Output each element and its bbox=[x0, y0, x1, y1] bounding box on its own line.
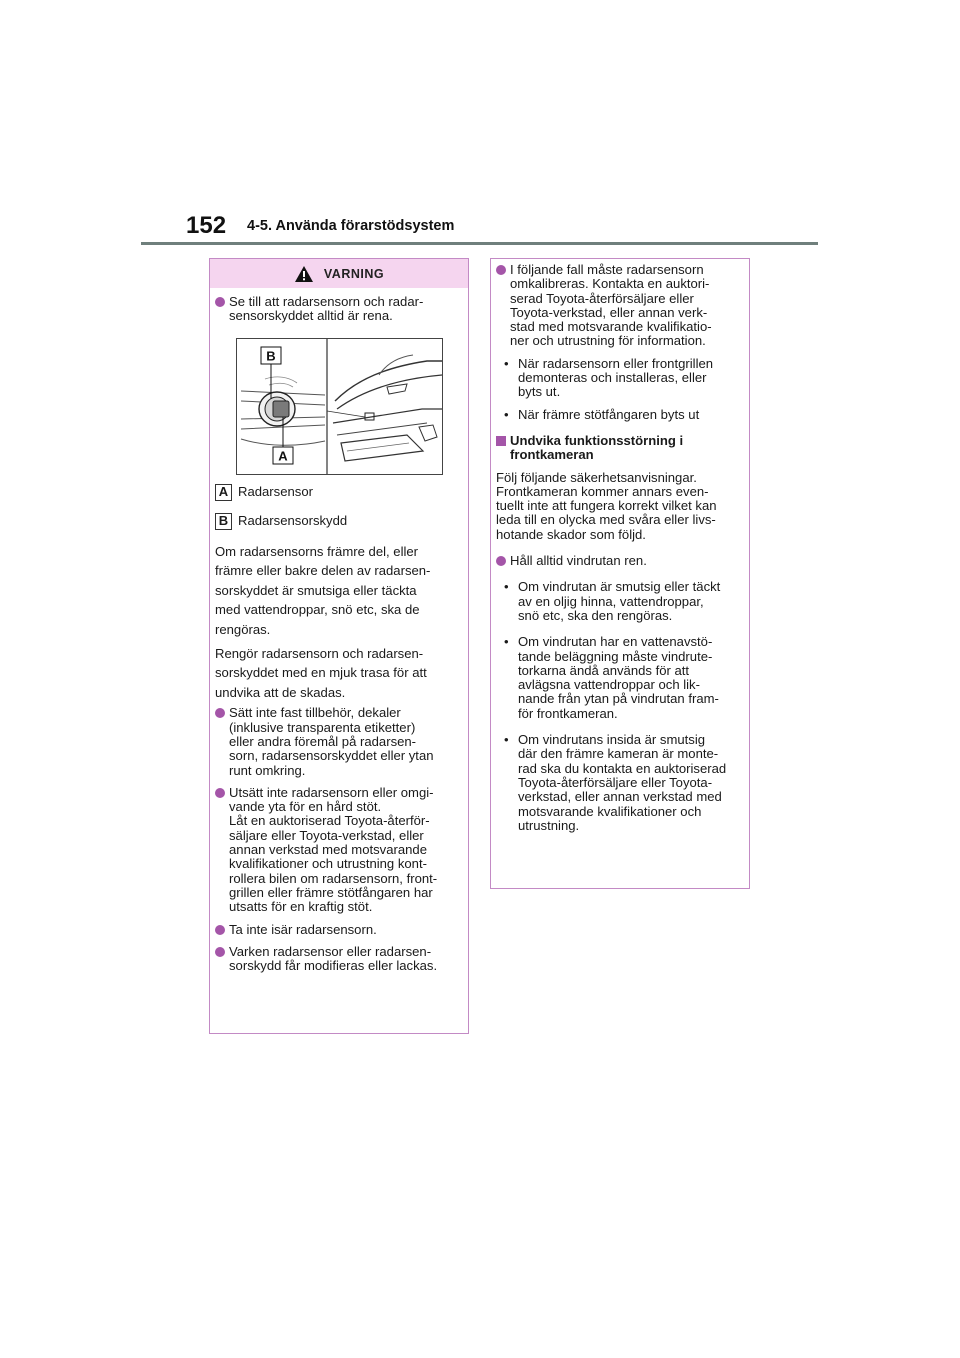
warning-bullet-2: Sätt inte fast tillbehör, dekaler (inklusive transparenta etiketter) eller andra föremål på radarsen- sorn, radarsensorskyddet eller ytan runt omkring. bbox=[215, 706, 463, 777]
bullet-dot bbox=[215, 788, 225, 798]
right-bullet-1: I följande fall måste radarsensorn omkalibreras. Kontakta en auktori- serad Toyota-återförsäljare eller Toyota-verkstad, eller annan verk- stad med motsvarande kvalifikatio- ner och utrustning för information. bbox=[496, 263, 744, 349]
heading-square-icon bbox=[496, 436, 506, 446]
bullet-dot bbox=[496, 265, 506, 275]
page-header bbox=[0, 0, 960, 250]
section-title: 4-5. Använda förarstödsystem bbox=[247, 218, 455, 234]
bullet-dot bbox=[215, 708, 225, 718]
right-dash-5: • Om vindrutans insida är smutsig där den främre kameran är monte- rad ska du kontakta en auktoriserad Toyota-återförsäljare eller Toyota- verkstad, eller annan verkstad med motsvarande kvalifikationer och utrustning. bbox=[504, 732, 727, 833]
warning-paragraph-2: Rengör radarsensorn och radarsen- sorskyddet med en mjuk trasa för att undvika att de skadas. bbox=[215, 645, 427, 700]
warning-triangle-icon bbox=[294, 265, 314, 283]
right-dash-2: • När främre stötfångaren byts ut bbox=[504, 406, 700, 422]
figure-label-b: B bbox=[266, 348, 276, 364]
header-rule bbox=[141, 242, 818, 245]
legend-item-b bbox=[215, 513, 463, 530]
warning-title: VARNING bbox=[323, 266, 385, 281]
legend-text-b: Radarsensorskydd bbox=[238, 512, 348, 528]
right-dash-3: • Om vindrutan är smutsig eller täckt av en oljig hinna, vattendroppar, snö etc, ska den rengöras. bbox=[504, 579, 721, 623]
bullet-dot bbox=[496, 556, 506, 566]
warning-bullet-4: Ta inte isär radarsensorn. bbox=[215, 923, 463, 937]
warning-bullet-1: Se till att radarsensorn och radar- sensorskyddet alltid är rena. bbox=[215, 295, 463, 324]
right-dash-1: • När radarsensorn eller frontgrillen demonteras och installeras, eller byts ut. bbox=[504, 355, 714, 400]
warning-paragraph-1: Om radarsensorns främre del, eller främre eller bakre delen av radarsen- sorskyddet är smutsiga eller täckta med vattendroppar, snö etc, ska de rengöras. bbox=[215, 543, 431, 637]
warning-content bbox=[210, 288, 468, 973]
continued-warning-box bbox=[490, 258, 750, 889]
right-bullet-2: Håll alltid vindrutan ren. bbox=[496, 554, 744, 568]
warning-box bbox=[209, 258, 469, 1034]
right-content bbox=[491, 259, 749, 833]
section-heading: Undvika funktionsstörning i frontkameran bbox=[496, 434, 744, 463]
warning-bullet-3: Utsätt inte radarsensorn eller omgi- vande yta för en hård stöt. Låt en auktoriserad Toyota-återför- säljare eller Toyota-verkstad, eller annan verkstad med motsvarande kvalifikationer och utrustning kont- rollera bilen om radarsensorn, front- grillen eller främre stötfångaren har utsatts för en kraftig stöt. bbox=[215, 786, 463, 915]
legend-text-a: Radarsensor bbox=[238, 483, 313, 499]
right-dash-4: • Om vindrutan har en vattenavstö- tande beläggning måste vindrute- torkarna ändå används för att avlägsna vattendroppar och lik- nande från ytan på vindrutan fram- för frontkameran. bbox=[504, 634, 719, 721]
right-paragraph-1: Följ följande säkerhetsanvisningar. Frontkameran kommer annars even- tuellt inte att fungera korrekt vilket kan leda till en olycka med svåra eller livs- hotande skador som följd. bbox=[496, 469, 717, 542]
legend-item-a bbox=[215, 484, 463, 501]
figure-label-a: A bbox=[278, 448, 288, 464]
radar-sensor-figure bbox=[236, 338, 443, 475]
bullet-dot bbox=[215, 947, 225, 957]
car-front-illustration bbox=[237, 339, 442, 474]
bullet-dot bbox=[215, 297, 225, 307]
warning-bullet-5: Varken radarsensor eller radarsen- sorskydd får modifieras eller lackas. bbox=[215, 945, 463, 974]
legend-key-b: B bbox=[215, 513, 232, 530]
page-number: 152 bbox=[186, 212, 227, 239]
legend-key-a: A bbox=[215, 484, 232, 501]
warning-header bbox=[210, 259, 468, 288]
bullet-dot bbox=[215, 925, 225, 935]
